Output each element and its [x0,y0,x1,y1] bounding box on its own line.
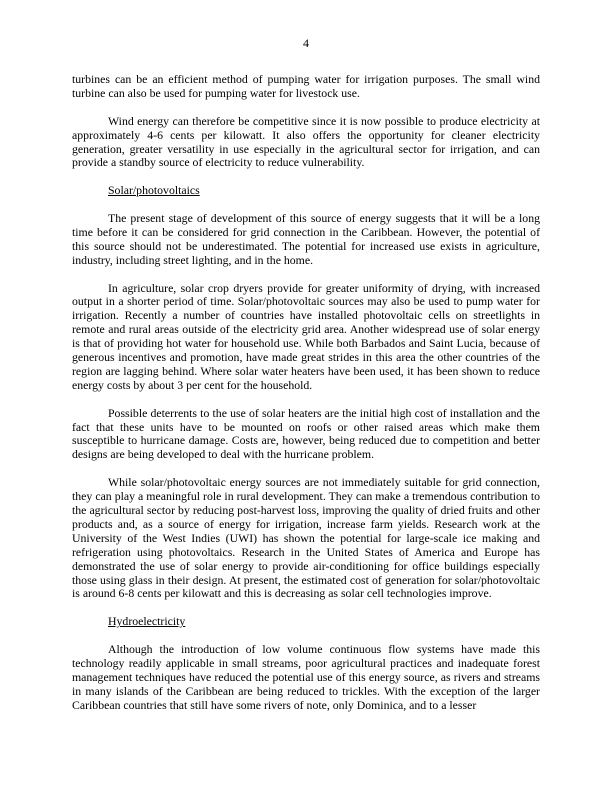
paragraph: Although the introduction of low volume continuous flow systems have made this technology readily applicable in small streams, poor agricultural practices and inadequate forest management techniques have reduced the potential use of this energy source, as rivers and streams in many islands of the Caribbean are being reduced to trickles. With the exception of the larger Caribbean countries that still have some rivers of note, only Dominica, and to a lesser [72,642,540,712]
paragraph: Wind energy can therefore be competitive since it is now possible to produce electricity at approximately 4-6 cents per kilowatt. It also offers the opportunity for cleaner electricity generation, greater versatility in use especially in the agricultural sector for irrigation, and can provide a standby source of electricity to reduce vulnerability. [72,113,540,170]
paragraph: In agriculture, solar crop dryers provide for greater uniformity of drying, with increased output in a shorter period of time. Solar/photovoltaic sources may also be used to pump water for irrigation. Recently a number of countries have installed photovoltaic cells on streetlights in remote and rural areas outside of the electricity grid area. Another widespread use of solar energy is that of providing hot water for household use. While both Barbados and Saint Lucia, because of generous incentives and promotion, have made great strides in this area the other countries of the region are lagging behind. Where solar water heaters have been used, it has been shown to reduce energy costs by about 3 per cent for the household. [72,280,540,392]
page-number: 4 [303,36,309,50]
section-heading-hydro: Hydroelectricity [108,614,186,629]
paragraph: The present stage of development of this source of energy suggests that it will be a long time before it can be considered for grid connection in the Caribbean. However, the potential of this source should not be underestimated. The potential for increased use exists in agriculture, industry, including street lighting, and in the home. [72,211,540,267]
page-body [72,73,540,726]
paragraph: While solar/photovoltaic energy sources are not immediately suitable for grid connection, they can play a meaningful role in rural development. They can make a tremendous contribution to the agricultural sector by reducing post-harvest loss, improving the quality of dried fruits and other products and, as a source of energy for irrigation, increase farm yields. Research work at the University of the West Indies (UWI) has shown the potential for large-scale ice making and refrigeration using photovoltaics. Research in the United States of America and Europe has demonstrated the use of solar energy to provide air-conditioning for office buildings especially those using glass in their design. At present, the estimated cost of generation for solar/photovoltaic is around 6-8 cents per kilowatt and this is decreasing as solar cell technologies improve. [72,475,540,601]
paragraph: Possible deterrents to the use of solar heaters are the initial high cost of installation and the fact that these units have to be mounted on roofs or other raised areas which make them susceptible to hurricane damage. Costs are, however, being reduced due to competition and better designs are being developed to deal with the hurricane problem. [72,405,540,462]
section-heading-solar: Solar/photovoltaics [108,183,200,198]
paragraph: turbines can be an efficient method of pumping water for irrigation purposes. The small wind turbine can also be used for pumping water for livestock use. [72,72,540,100]
